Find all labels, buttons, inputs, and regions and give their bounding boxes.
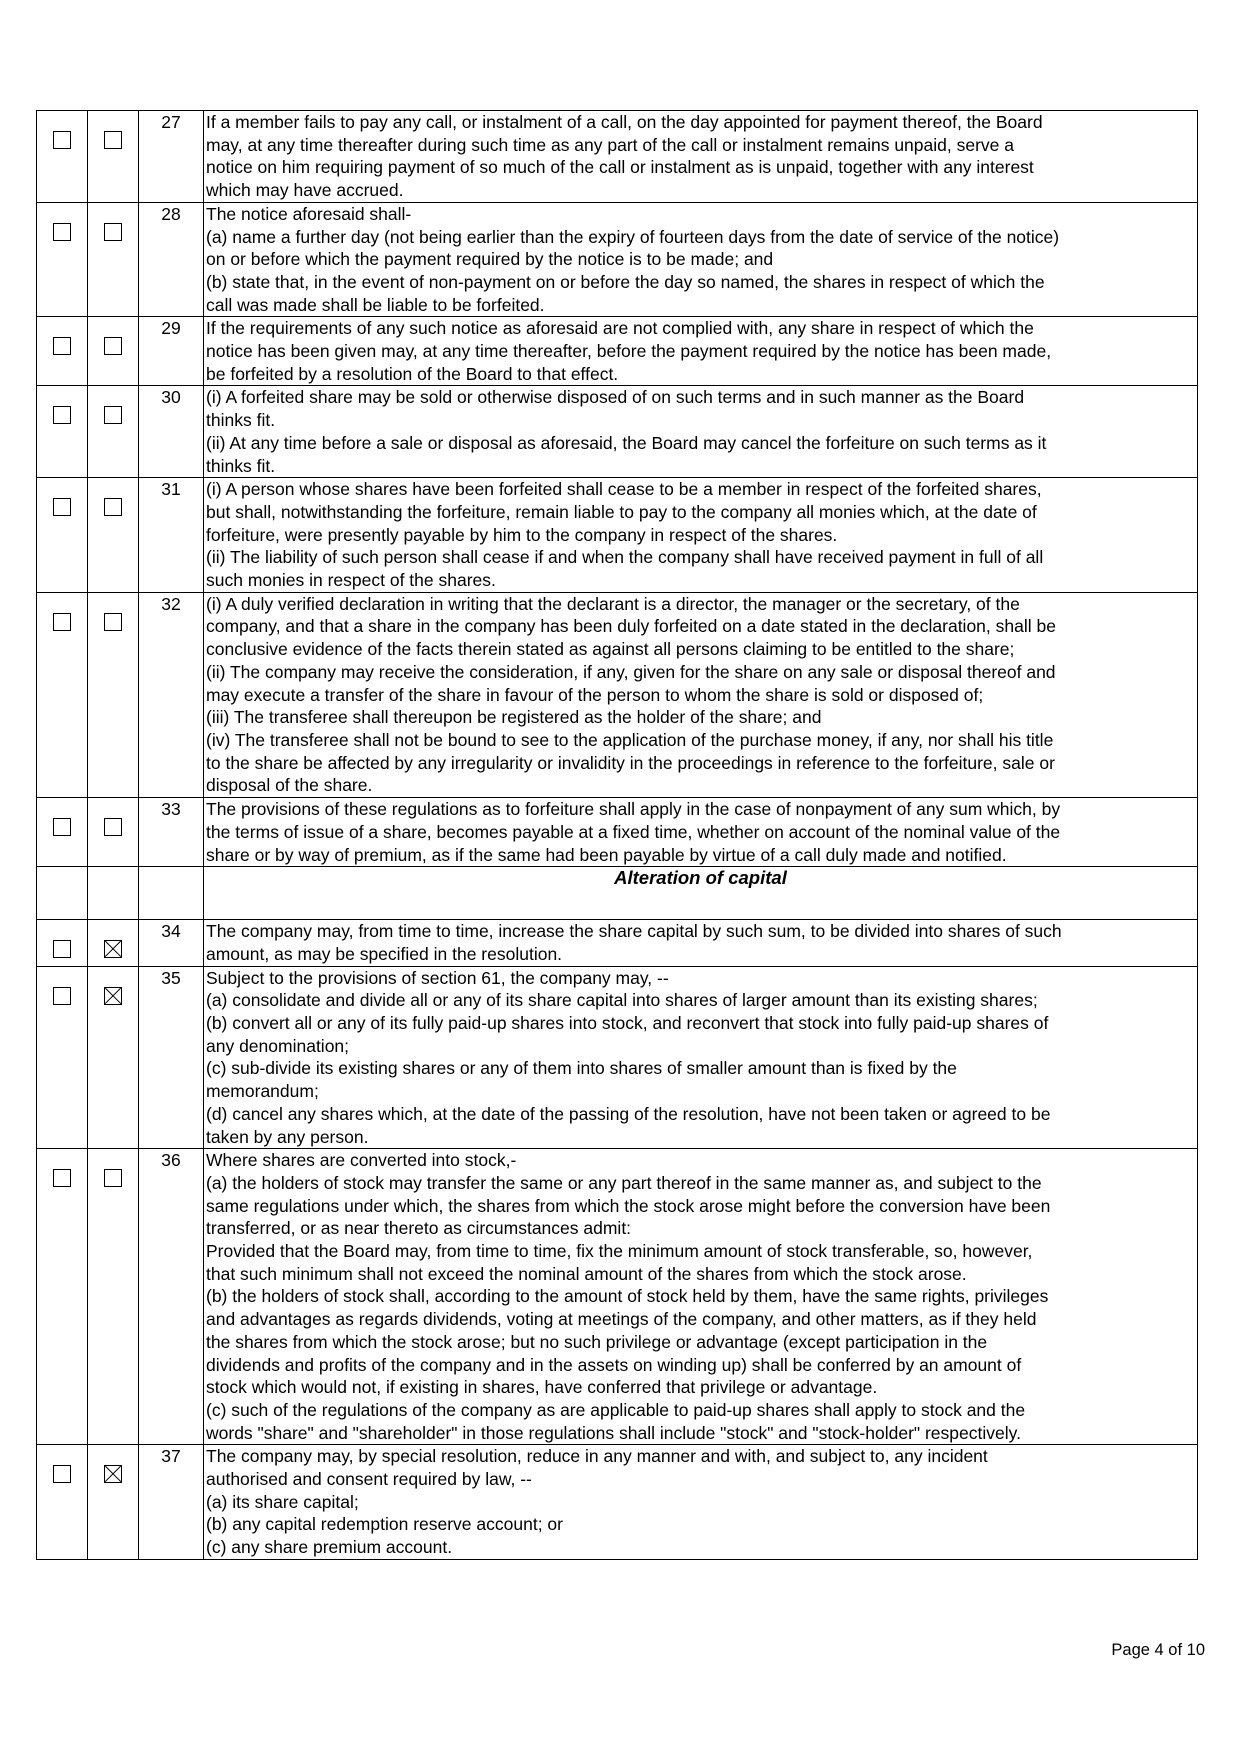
regulation-number: 31 — [139, 478, 204, 593]
text-line: dividends and profits of the company and in the assets on winding up) shall be conferred by an amount of — [206, 1354, 1022, 1375]
checkbox[interactable] — [53, 613, 71, 631]
text-line: (a) name a further day (not being earlier than the expiry of fourteen days from the date of service of the notice) — [206, 226, 1060, 247]
text-line: authorised and consent required by law, -- — [206, 1469, 532, 1490]
text-line: Subject to the provisions of section 61, the company may, -- — [206, 967, 669, 988]
text-line: may, at any time thereafter during such time as any part of the call or instalment remains unpaid, serve a — [206, 134, 1014, 155]
text-line: (c) any share premium account. — [206, 1537, 453, 1558]
text-line: transferred, or as near thereto as circumstances admit: — [206, 1218, 632, 1239]
text-line: amount, as may be specified in the resolution. — [206, 943, 563, 964]
regulation-number: 30 — [139, 386, 204, 478]
text-line: that such minimum shall not exceed the nominal amount of the shares from which the stock arose. — [206, 1263, 967, 1284]
regulation-number: 34 — [139, 920, 204, 966]
regulation-row — [37, 920, 1198, 966]
regulation-number: 35 — [139, 966, 204, 1149]
text-line: (b) state that, in the event of non-payment on or before the day so named, the shares in respect of which the — [206, 271, 1045, 292]
text-line: The notice aforesaid shall- — [206, 203, 412, 224]
text-line: (d) cancel any shares which, at the date of the passing of the resolution, have not been taken or agreed to be — [206, 1103, 1051, 1124]
text-line: Provided that the Board may, from time to time, fix the minimum amount of stock transferable, so, however, — [206, 1241, 1033, 1262]
text-line: be forfeited by a resolution of the Board to that effect. — [206, 363, 619, 384]
regulation-text — [204, 317, 1198, 386]
checkbox[interactable] — [104, 131, 122, 149]
checkbox[interactable] — [53, 818, 71, 836]
text-line: (a) consolidate and divide all or any of its share capital into shares of larger amount than its existing shares; — [206, 990, 1038, 1011]
forfeiture-rows — [37, 111, 1198, 867]
checkbox[interactable] — [104, 223, 122, 241]
text-line: notice has been given may, at any time thereafter, before the payment required by the notice has been made, — [206, 341, 1052, 362]
text-line: (b) the holders of stock shall, according to the amount of stock held by them, have the same rights, privileges — [206, 1286, 1049, 1307]
text-line: disposal of the share. — [206, 775, 373, 796]
section-heading: Alteration of capital — [204, 867, 1198, 920]
text-line: thinks fit. — [206, 455, 276, 476]
regulation-text — [204, 386, 1198, 478]
text-line: words "share" and "shareholder" in those regulations shall include "stock" and "stock-holder" respectively. — [206, 1422, 1021, 1443]
regulation-row — [37, 478, 1198, 593]
regulation-row — [37, 111, 1198, 203]
regulation-row — [37, 592, 1198, 797]
text-line: The company may, from time to time, increase the share capital by such sum, to be divided into shares of such — [206, 921, 1062, 942]
text-line: any denomination; — [206, 1035, 350, 1056]
page-number: Page 4 of 10 — [1111, 1641, 1205, 1659]
checkbox[interactable] — [53, 131, 71, 149]
checkbox[interactable] — [53, 940, 71, 958]
section-heading-row — [37, 867, 1198, 920]
checkbox[interactable] — [104, 613, 122, 631]
checked-checkbox[interactable] — [104, 1465, 122, 1483]
text-line: (b) convert all or any of its fully paid-up shares into stock, and reconvert that stock into fully paid-up shares of — [206, 1013, 1049, 1034]
regulation-row — [37, 966, 1198, 1149]
text-line: forfeiture, were presently payable by him to the company in respect of the shares. — [206, 524, 838, 545]
text-line: (ii) At any time before a sale or disposal as aforesaid, the Board may cancel the forfeiture on such terms as it — [206, 432, 1047, 453]
regulation-number: 29 — [139, 317, 204, 386]
checkbox[interactable] — [104, 498, 122, 516]
text-line: same regulations under which, the shares from which the stock arose might before the conversion have been — [206, 1195, 1051, 1216]
text-line: (i) A duly verified declaration in writing that the declarant is a director, the manager or the secretary, of the — [206, 593, 1020, 614]
text-line: thinks fit. — [206, 410, 276, 431]
text-line: the shares from which the stock arose; but no such privilege or advantage (except participation in the — [206, 1331, 988, 1352]
text-line: The provisions of these regulations as to forfeiture shall apply in the case of nonpayment of any sum which, by — [206, 799, 1061, 820]
checkbox[interactable] — [104, 1169, 122, 1187]
regulation-number: 32 — [139, 592, 204, 797]
checkbox[interactable] — [53, 223, 71, 241]
regulation-text — [204, 111, 1198, 203]
text-line: and advantages as regards dividends, voting at meetings of the company, and other matters, as if they held — [206, 1309, 1037, 1330]
text-line: (a) the holders of stock may transfer the same or any part thereof in the same manner as, and subject to the — [206, 1172, 1042, 1193]
checkbox[interactable] — [104, 337, 122, 355]
text-line: (c) sub-divide its existing shares or any of them into shares of smaller amount than is fixed by the — [206, 1058, 957, 1079]
checkbox[interactable] — [53, 406, 71, 424]
text-line: to the share be affected by any irregularity or invalidity in the proceedings in reference to the forfeiture, sale or — [206, 752, 1055, 773]
regulation-text — [204, 478, 1198, 593]
text-line: (iv) The transferee shall not be bound to see to the application of the purchase money, if any, nor shall his title — [206, 729, 1054, 750]
regulation-row — [37, 317, 1198, 386]
regulation-text — [204, 1149, 1198, 1445]
checkbox[interactable] — [104, 406, 122, 424]
regulation-text — [204, 1445, 1198, 1560]
text-line: (ii) The company may receive the consideration, if any, given for the share on any sale or disposal thereof and — [206, 661, 1056, 682]
regulation-number: 37 — [139, 1445, 204, 1560]
regulation-row — [37, 1149, 1198, 1445]
text-line: may execute a transfer of the share in favour of the person to whom the share is sold or disposed of; — [206, 684, 984, 705]
text-line: memorandum; — [206, 1081, 319, 1102]
regulation-text — [204, 798, 1198, 867]
text-line: but shall, notwithstanding the forfeiture, remain liable to pay to the company all monies which, at the date of — [206, 501, 1037, 522]
checkbox[interactable] — [53, 987, 71, 1005]
text-line: the terms of issue of a share, becomes payable at a fixed time, whether on account of the nominal value of the — [206, 821, 1061, 842]
checkbox[interactable] — [53, 1169, 71, 1187]
regulations-table — [36, 110, 1198, 1560]
text-line: company, and that a share in the company has been duly forfeited on a date stated in the declaration, shall be — [206, 616, 1056, 637]
text-line: conclusive evidence of the facts therein stated as against all persons claiming to be entitled to the share; — [206, 639, 1015, 660]
checked-checkbox[interactable] — [104, 940, 122, 958]
text-line: (i) A person whose shares have been forfeited shall cease to be a member in respect of the forfeited shares, — [206, 479, 1042, 500]
regulation-row — [37, 798, 1198, 867]
regulation-number: 33 — [139, 798, 204, 867]
text-line: The company may, by special resolution, reduce in any manner and with, and subject to, any incident — [206, 1446, 988, 1467]
checkbox[interactable] — [104, 818, 122, 836]
text-line: (b) any capital redemption reserve account; or — [206, 1514, 563, 1535]
text-line: Where shares are converted into stock,- — [206, 1150, 517, 1171]
text-line: which may have accrued. — [206, 180, 404, 201]
text-line: If the requirements of any such notice as aforesaid are not complied with, any share in respect of which the — [206, 318, 1034, 339]
heading-row-group — [37, 867, 1198, 920]
text-line: (ii) The liability of such person shall cease if and when the company shall have received payment in full of all — [206, 547, 1044, 568]
text-line: stock which would not, if existing in shares, have conferred that privilege or advantage. — [206, 1377, 878, 1398]
text-line: (c) such of the regulations of the company as are applicable to paid-up shares shall apply to stock and the — [206, 1399, 1026, 1420]
text-line: (i) A forfeited share may be sold or otherwise disposed of on such terms and in such manner as the Board — [206, 387, 1025, 408]
checkbox[interactable] — [53, 1465, 71, 1483]
regulation-text — [204, 966, 1198, 1149]
regulation-number: 28 — [139, 202, 204, 317]
text-line: notice on him requiring payment of so much of the call or instalment as is unpaid, together with any interest — [206, 157, 1034, 178]
text-line: (iii) The transferee shall thereupon be registered as the holder of the share; and — [206, 707, 822, 728]
alteration-rows — [37, 920, 1198, 1560]
regulation-row — [37, 202, 1198, 317]
regulation-text — [204, 920, 1198, 966]
text-line: such monies in respect of the shares. — [206, 570, 496, 591]
regulation-text — [204, 202, 1198, 317]
text-line: share or by way of premium, as if the same had been payable by virtue of a call duly made and notified. — [206, 844, 1007, 865]
regulation-number: 27 — [139, 111, 204, 203]
text-line: call was made shall be liable to be forfeited. — [206, 294, 545, 315]
regulation-number: 36 — [139, 1149, 204, 1445]
checked-checkbox[interactable] — [104, 987, 122, 1005]
text-line: If a member fails to pay any call, or instalment of a call, on the day appointed for payment thereof, the Board — [206, 112, 1043, 132]
text-line: on or before which the payment required by the notice is to be made; and — [206, 249, 774, 270]
text-line: taken by any person. — [206, 1126, 369, 1147]
regulation-row — [37, 1445, 1198, 1560]
text-line: (a) its share capital; — [206, 1491, 359, 1512]
checkbox[interactable] — [53, 498, 71, 516]
regulation-row — [37, 386, 1198, 478]
regulation-text — [204, 592, 1198, 797]
checkbox[interactable] — [53, 337, 71, 355]
